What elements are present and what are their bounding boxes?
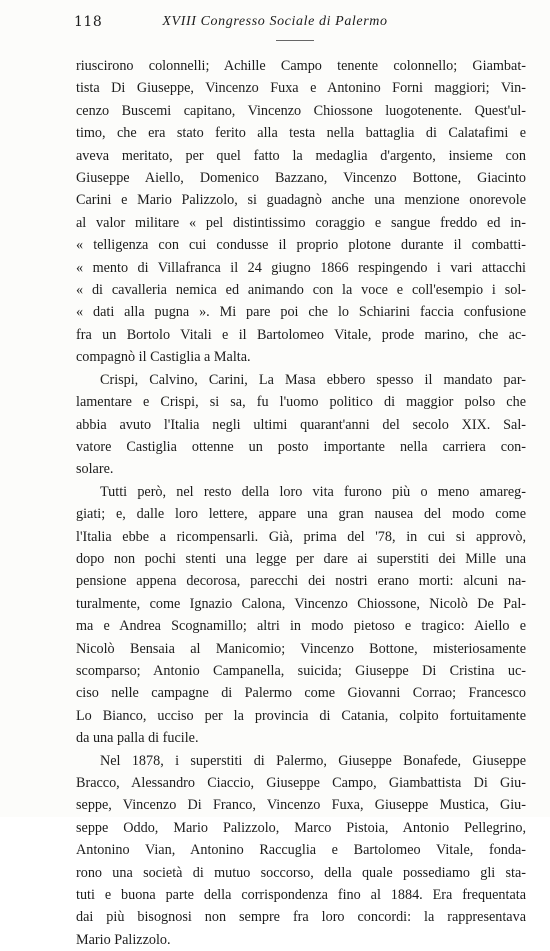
- text-line: l'Italia ebbe a ricompensarli. Già, prima del '78, in cui si approvò,: [76, 528, 526, 545]
- text-line: dopo non pochi stenti una legge per dare ai superstiti dei Mille una: [76, 550, 526, 567]
- text-line: Nicolò Bensaia al Manicomio; Vincenzo Bottone, misteriosamente: [76, 640, 526, 657]
- text-line: lamentare e Crispi, si sa, fu l'uomo politico di maggior polso che: [76, 394, 526, 411]
- text-line: cenzo Buscemi capitano, Vincenzo Chiossone luogotenente. Quest'ul-: [76, 102, 526, 119]
- text-line: Crispi, Calvino, Carini, La Masa ebbero spesso il mandato par-: [100, 371, 526, 388]
- text-line: Antonino Vian, Antonino Raccuglia e Bartolomeo Vitale, fonda-: [76, 842, 526, 859]
- text-line: ma e Andrea Scognamillo; altri in modo pietoso e tragico: Aiello e: [76, 618, 526, 635]
- header-rule: [276, 40, 314, 41]
- running-title: XVIII Congresso Sociale di Palermo: [162, 14, 388, 29]
- text-line: Carini e Mario Palizzolo, si guadagnò anche una menzione onorevole: [76, 192, 526, 209]
- text-line: da una palla di fucile.: [76, 730, 199, 747]
- text-line: pensione appena decorosa, parecchi dei nostri erano morti: alcuni na-: [76, 573, 526, 590]
- text-line: dai più bisognosi non sempre fra loro concordi: la rappresentava: [76, 909, 526, 926]
- text-line: Mario Palizzolo.: [76, 931, 171, 948]
- text-line: fra un Bortolo Vitali e il Bartolomeo Vitale, prode marino, che ac-: [76, 326, 526, 343]
- text-line: abbia avuto l'Italia negli ultimi quarant'anni del secolo XIX. Sal-: [76, 416, 526, 433]
- text-line: « di cavalleria nemica ed animando con la voce e coll'esempio i sol-: [76, 282, 526, 299]
- text-line: Bracco, Alessandro Ciaccio, Giuseppe Campo, Giambattista Di Giu-: [76, 775, 526, 791]
- page-header: [0, 14, 550, 34]
- text-line: timo, che era stato ferito alla testa nella battaglia di Calatafimi e: [76, 125, 526, 142]
- text-line: giati; e, dalle loro lettere, appare una gran nausea del modo come: [76, 506, 526, 523]
- text-line: riuscirono colonnelli; Achille Campo tenente colonnello; Giambat-: [76, 58, 526, 74]
- text-line: seppe, Vincenzo Di Franco, Vincenzo Fuxa, Giuseppe Mustica, Giu-: [76, 797, 526, 814]
- text-line: compagnò il Castiglia a Malta.: [76, 349, 251, 366]
- paragraph: [76, 369, 526, 481]
- text-line: solare.: [76, 461, 114, 478]
- paragraph: [76, 55, 526, 369]
- text-line: Tutti però, nel resto della loro vita furono più o meno amareg-: [100, 483, 526, 500]
- page-number: 118: [74, 14, 103, 30]
- text-line: « telligenza con cui condusse il proprio plotone durante il combatti-: [76, 237, 526, 254]
- text-line: tista Di Giuseppe, Vincenzo Fuxa e Antonino Forni maggiori; Vin-: [76, 80, 526, 97]
- text-line: turalmente, come Ignazio Calona, Vincenzo Chiossone, Nicolò De Pal-: [76, 595, 526, 612]
- paragraph: [76, 481, 526, 750]
- text-line: tuti e buona parte della corrispondenza fino al 1884. Era frequentata: [76, 887, 526, 904]
- text-line: Nel 1878, i superstiti di Palermo, Giuseppe Bonafede, Giuseppe: [100, 752, 526, 769]
- text-line: vatore Castiglia ottenne un posto importante nella carriera con-: [76, 438, 526, 455]
- text-line: scomparso; Antonio Campanella, suicida; Giuseppe Di Cristina uc-: [76, 662, 526, 679]
- text-line: aveva meritato, per quel fatto la medaglia d'argento, insieme con: [76, 147, 526, 164]
- text-line: seppe Oddo, Mario Palizzolo, Marco Pistoia, Antonio Pellegrino,: [76, 819, 526, 836]
- text-line: « mento di Villafranca il 24 giugno 1866 respingendo i vari attacchi: [76, 259, 526, 276]
- paragraph: [76, 750, 526, 951]
- text-line: rono una società di mutuo soccorso, della quale possediamo gli sta-: [76, 864, 526, 881]
- text-line: Giuseppe Aiello, Domenico Bazzano, Vincenzo Bottone, Giacinto: [76, 170, 526, 187]
- text-line: al valor militare « pel distintissimo coraggio e sangue freddo ed in-: [76, 214, 526, 231]
- text-line: ciso nelle campagne di Palermo come Giovanni Corrao; Francesco: [76, 685, 526, 702]
- text-line: Lo Bianco, ucciso per la provincia di Catania, colpito fortuitamente: [76, 707, 526, 724]
- text-line: « dati alla pugna ». Mi pare poi che lo Schiarini faccia confusione: [76, 304, 526, 321]
- page-body: [76, 55, 526, 951]
